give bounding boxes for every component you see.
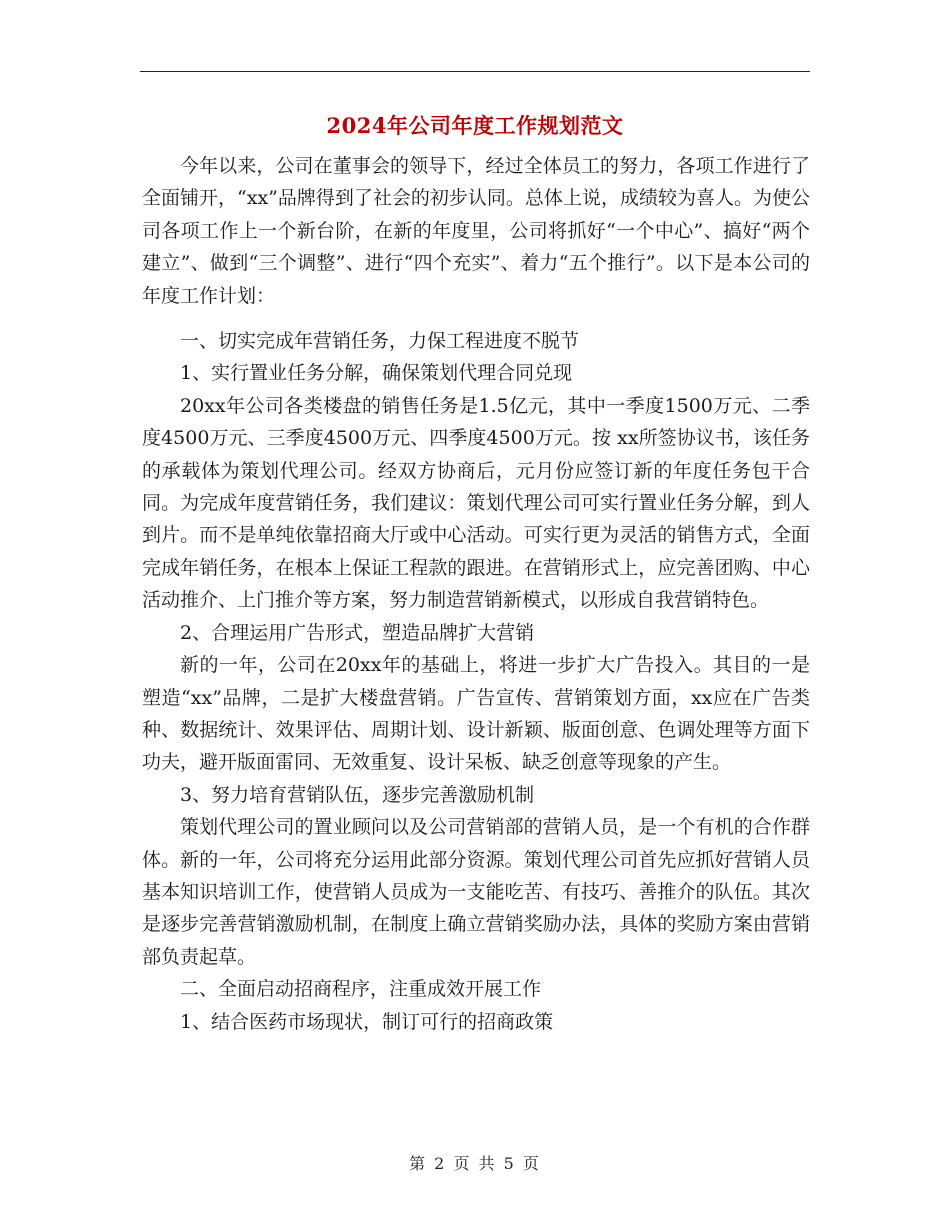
subheading-2-1: 1、结合医药市场现状，制订可行的招商政策 <box>180 1010 554 1033</box>
paragraph-1-2: 新的一年，公司在20xx年的基础上，将进一步扩大广告投入。其目的一是塑造“xx”品牌，二是扩大楼盘营销。广告宣传、营销策划方面，xx应在广告类种、数据统计、效果评估、周期计划、设计新颖、版面创意、色调处理等方面下功夫，避开版面雷同、无效重复、设计呆板、缺乏创意等现象的产生。 <box>142 654 810 774</box>
subheading-1-1: 1、实行置业任务分解，确保策划代理合同兑现 <box>180 362 573 385</box>
page-number: 第 2 页 共 5 页 <box>409 1154 541 1173</box>
subheading-1-3: 3、努力培育营销队伍，逐步完善激励机制 <box>180 783 535 806</box>
header-rule <box>140 71 810 72</box>
paragraph-gap <box>142 312 810 325</box>
subheading-1-2: 2、合理运用广告形式，塑造品牌扩大营销 <box>180 621 535 644</box>
intro-paragraph: 今年以来，公司在董事会的领导下，经过全体员工的努力，各项工作进行了全面铺开，“xx”品牌得到了社会的初步认同。总体上说，成绩较为喜人。为使公司各项工作上一个新台阶，在新的年度里，公司将抓好“一个中心”、搞好“两个建立”、做到“三个调整”、进行“四个充实”、着力“五个推行”。以下是本公司的年度工作计划： <box>142 155 810 307</box>
paragraph-1-1: 20xx年公司各类楼盘的销售任务是1.5亿元，其中一季度1500万元、二季度4500万元、三季度4500万元、四季度4500万元。按 xx所签协议书，该任务的承载体为策划代理公司。经双方协商后，元月份应签订新的年度任务包干合同。为完成年度营销任务，我们建议：策划代理公司可实行置业任务分解，到人到片。而不是单纯依靠招商大厅或中心活动。可实行更为灵活的销售方式，全面完成年销任务，在根本上保证工程款的跟进。在营销形式上，应完善团购、中心活动推介、上门推介等方案，努力制造营销新模式，以形成自我营销特色。 <box>142 394 810 612</box>
section-heading-1: 一、切实完成年营销任务，力保工程进度不脱节 <box>180 330 580 353</box>
section-heading-2: 二、全面启动招商程序，注重成效开展工作 <box>180 978 542 1001</box>
document-body <box>142 150 810 1038</box>
document-title: 2024年公司年度工作规划范文 <box>326 113 624 138</box>
paragraph-1-3: 策划代理公司的置业顾问以及公司营销部的营销人员，是一个有机的合作群体。新的一年，公司将充分运用此部分资源。策划代理公司首先应抓好营销人员基本知识培训工作，使营销人员成为一支能吃苦、有技巧、善推介的队伍。其次是逐步完善营销激励机制，在制度上确立营销奖励办法，具体的奖励方案由营销部负责起草。 <box>142 816 810 968</box>
